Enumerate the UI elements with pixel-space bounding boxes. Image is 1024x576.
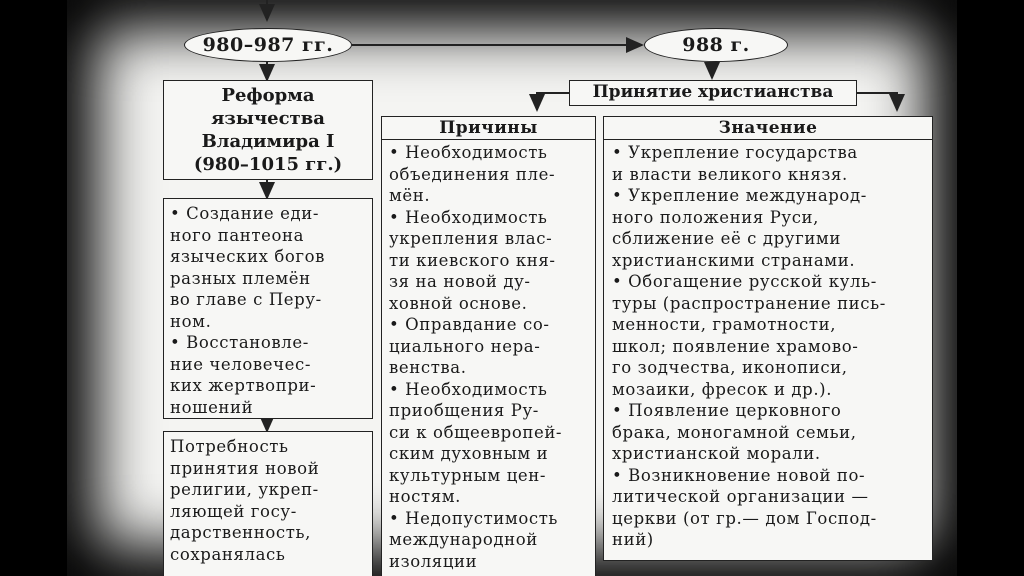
significance-header: Значение xyxy=(604,117,932,140)
reform-items-list xyxy=(170,203,366,418)
reason-item: • Необходимость объединения пле- мён. xyxy=(389,143,556,205)
oval-980-987-label: 980–987 гг. xyxy=(202,34,334,56)
reasons-box xyxy=(381,116,596,576)
reform-item: • Создание еди- ного пантеона языческих богов разных племён во главе с Перу- ном. xyxy=(170,204,326,331)
oval-988 xyxy=(644,28,788,62)
reform-item: • Восстановле- ние человечес- ких жертвопри- ношений xyxy=(170,333,317,417)
significance-item: • Возникновение новой по- литической организации — церкви (от гр.— дом Господ- ний) xyxy=(612,465,877,549)
reason-item: • Необходимость приобщения Ру- си к общеевропей- ским духовным и культурным цен- ностям. xyxy=(389,379,563,506)
significance-box xyxy=(603,116,933,561)
significance-item: • Укрепление государства и власти великого князя. xyxy=(612,143,858,184)
reason-item: • Оправдание со- циального нера- венства. xyxy=(389,315,550,377)
reasons-header: Причины xyxy=(382,117,595,140)
reform-line: Владимира I xyxy=(201,131,335,152)
need-text: Потребность принятия новой религии, укреп- ляющей госу- дарственность, сохранялась xyxy=(170,437,320,564)
reform-line: (980–1015 гг.) xyxy=(193,154,343,175)
christianity-box xyxy=(569,80,857,106)
arrow-to-significance xyxy=(857,93,897,110)
reason-item: • Недопустимость международной изоляции xyxy=(389,508,559,571)
need-box xyxy=(163,431,373,576)
significance-item: • Обогащение русской куль- туры (распространение пись- менности, грамотности, школ; появление храмово- го зодчества, иконописи, мозаики, фресок и др.). xyxy=(612,272,886,399)
arrow-to-reasons xyxy=(537,93,569,110)
reform-box xyxy=(163,80,373,180)
significance-item: • Укрепление международ- ного положения Руси, сближение её с другими христианскими странами. xyxy=(612,186,867,270)
reform-line: язычества xyxy=(211,108,325,129)
reform-line: Реформа xyxy=(221,85,315,106)
diagram-page xyxy=(67,0,957,576)
reason-item: • Необходимость укрепления влас- ти киевского кня- зя на новой ду- ховной основе. xyxy=(389,207,556,313)
significance-item: • Появление церковного брака, моногамной семьи, христианской морали. xyxy=(612,401,857,463)
reasons-list xyxy=(382,140,595,572)
oval-988-label: 988 г. xyxy=(682,34,750,56)
christianity-label: Принятие христианства xyxy=(592,82,834,102)
reform-items-box xyxy=(163,198,373,419)
oval-980-987 xyxy=(184,28,352,62)
significance-list xyxy=(604,140,932,551)
